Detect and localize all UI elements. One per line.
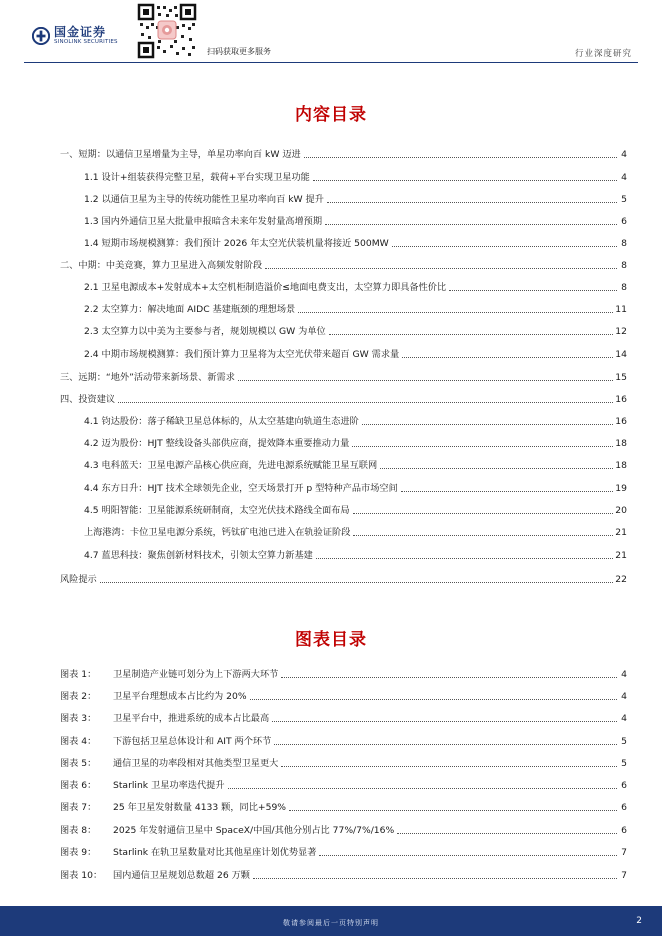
figure-entry[interactable] — [60, 821, 627, 837]
toc-entry[interactable] — [84, 234, 627, 250]
toc-entry-label: 4.2 迈为股份：HJT 整线设备头部供应商，提效降本重要推动力量 — [84, 438, 350, 449]
figure-entry[interactable] — [60, 798, 627, 814]
dot-leader — [238, 380, 613, 381]
dot-leader — [228, 788, 617, 789]
header-divider — [24, 62, 638, 63]
toc-entry-page: 16 — [615, 394, 627, 405]
toc-entry-label: 2.2 太空算力：解决地面 AIDC 基建瓶颈的理想场景 — [84, 304, 296, 315]
toc-entry[interactable] — [60, 368, 627, 384]
dot-leader — [281, 677, 617, 678]
toc-entry[interactable] — [60, 390, 627, 406]
figure-entry[interactable] — [60, 665, 627, 681]
figure-label: 卫星制造产业链可划分为上下游两大环节 — [113, 669, 279, 680]
figure-page: 6 — [621, 802, 627, 813]
page-header — [0, 0, 662, 64]
figure-page: 6 — [621, 780, 627, 791]
footer-disclaimer: 敬请参阅最后一页特别声明 — [283, 919, 379, 927]
figure-label: 卫星平台中，推进系统的成本占比最高 — [113, 713, 270, 724]
dot-leader — [380, 468, 613, 469]
dot-leader — [281, 766, 617, 767]
figure-number: 图表 10： — [60, 870, 103, 881]
toc-entry-label: 4.4 东方日升：HJT 技术全球领先企业，空天场景打开 p 型特种产品市场空间 — [84, 483, 398, 494]
toc-entry-label: 1.3 国内外通信卫星大批量申报暗含未来年发射量高增预期 — [84, 216, 323, 227]
toc-entry[interactable] — [84, 300, 627, 316]
toc-entry[interactable] — [84, 168, 627, 184]
dot-leader — [392, 246, 617, 247]
figure-entry[interactable] — [60, 754, 627, 770]
toc-entry-label: 4.5 明阳智能：卫星能源系统研制商，太空光伏技术路线全面布局 — [84, 505, 350, 516]
toc-entry-page: 19 — [615, 483, 627, 494]
figure-label: 下游包括卫星总体设计和 AIT 两个环节 — [113, 736, 272, 747]
toc-entry-page: 21 — [615, 550, 627, 561]
toc-entry-label: 2.1 卫星电源成本+发射成本+太空机柜制造溢价≤地面电费支出，太空算力即具备性价比 — [84, 282, 447, 293]
toc-entry[interactable] — [60, 256, 627, 272]
toc-entry-page: 12 — [615, 326, 627, 337]
figure-page: 5 — [621, 736, 627, 747]
figure-number: 图表 1： — [60, 669, 97, 680]
figure-page: 6 — [621, 825, 627, 836]
figure-label: 国内通信卫星规划总数超 26 万颗 — [113, 870, 250, 881]
toc-entry-label: 2.3 太空算力以中美为主要参与者，规划规模以 GW 为单位 — [84, 326, 326, 337]
figure-label: 2025 年发射通信卫星中 SpaceX/中国/其他分别占比 77%/7%/16% — [113, 825, 395, 836]
figure-entry[interactable] — [60, 687, 627, 703]
toc-entry-label: 1.1 设计+组装获得完整卫星，载荷+平台实现卫星功能 — [84, 172, 310, 183]
figure-label: 25 年卫星发射数量 4133 颗，同比+59% — [113, 802, 287, 813]
dot-leader — [353, 513, 614, 514]
toc-entry-label: 一、短期：以通信卫星增量为主导，单星功率向百 kW 迈进 — [60, 149, 301, 160]
toc-entry-page: 8 — [621, 238, 627, 249]
toc-entry-page: 6 — [621, 216, 627, 227]
dot-leader — [325, 224, 617, 225]
dot-leader — [401, 491, 614, 492]
logo-chinese-name: 国金证券 — [54, 25, 107, 39]
dot-leader — [274, 744, 617, 745]
toc-entry-label: 4.3 电科蓝天：卫星电源产品核心供应商，先进电源系统赋能卫星互联网 — [84, 460, 378, 471]
dot-leader — [362, 424, 614, 425]
toc-entry-page: 14 — [615, 349, 627, 360]
dot-leader — [250, 699, 617, 700]
dot-leader — [272, 721, 617, 722]
figure-number: 图表 3： — [60, 713, 97, 724]
figure-page: 5 — [621, 758, 627, 769]
figure-number: 图表 7： — [60, 802, 97, 813]
toc-entry-page: 21 — [615, 527, 627, 538]
qr-code-icon[interactable] — [136, 2, 198, 60]
toc-entry[interactable] — [60, 570, 627, 586]
dot-leader — [329, 334, 614, 335]
dot-leader — [100, 582, 614, 583]
toc-entry-page: 20 — [615, 505, 627, 516]
toc-entry-label: 四、投资建议 — [60, 394, 116, 405]
toc-entry-page: 15 — [615, 372, 627, 383]
figure-page: 4 — [621, 691, 627, 702]
sinolink-logo-icon — [32, 27, 50, 45]
qr-caption: 扫码获取更多服务 — [207, 47, 271, 56]
figure-label: Starlink 在轨卫星数量对比其他星座计划优势显著 — [113, 847, 317, 858]
figure-number: 图表 5： — [60, 758, 97, 769]
dot-leader — [352, 446, 613, 447]
toc-entry-label: 4.1 钧达股份：落子稀缺卫星总体标的，从太空基建向轨道生态进阶 — [84, 416, 359, 427]
dot-leader — [304, 157, 617, 158]
figure-number: 图表 9： — [60, 847, 97, 858]
figure-page: 7 — [621, 870, 627, 881]
figure-label: Starlink 卫星功率迭代提升 — [113, 780, 225, 791]
figure-number: 图表 8： — [60, 825, 97, 836]
toc-entry-label: 上海港湾：卡位卫星电源分系统，钙钛矿电池已进入在轨验证阶段 — [84, 527, 351, 538]
toc-entry[interactable] — [84, 278, 627, 294]
toc-entry[interactable] — [84, 322, 627, 338]
figure-entry[interactable] — [60, 776, 627, 792]
dot-leader — [402, 357, 613, 358]
dot-leader — [327, 202, 617, 203]
toc-entry[interactable] — [84, 546, 627, 562]
logo-english-name: SINOLINK SECURITIES — [54, 39, 118, 45]
dot-leader — [289, 810, 617, 811]
dot-leader — [298, 312, 613, 313]
toc-entry[interactable] — [84, 434, 627, 450]
figure-page: 4 — [621, 713, 627, 724]
figure-entry[interactable] — [60, 843, 627, 859]
toc-entry[interactable] — [84, 412, 627, 428]
toc-entry-label: 2.4 中期市场规模测算：我们预计算力卫星将为太空光伏带来超百 GW 需求量 — [84, 349, 400, 360]
toc-entry[interactable] — [84, 479, 627, 495]
figures-title: 图表目录 — [295, 630, 367, 650]
dot-leader — [265, 268, 617, 269]
toc-entry[interactable] — [84, 523, 627, 539]
toc-entry[interactable] — [84, 212, 627, 228]
figure-label: 通信卫星的功率段相对其他类型卫星更大 — [113, 758, 279, 769]
toc-entry-page: 8 — [621, 260, 627, 271]
toc-entry-page: 5 — [621, 194, 627, 205]
figure-page: 4 — [621, 669, 627, 680]
toc-entry-label: 4.7 蓝思科技：聚焦创新材料技术，引领太空算力新基建 — [84, 550, 313, 561]
dot-leader — [449, 290, 617, 291]
toc-entry-label: 1.2 以通信卫星为主导的传统功能性卫星功率向百 kW 提升 — [84, 194, 324, 205]
report-type-label: 行业深度研究 — [574, 49, 632, 59]
figure-entry[interactable] — [60, 732, 627, 748]
toc-entry-page: 11 — [615, 304, 627, 315]
toc-entry-page: 16 — [615, 416, 627, 427]
figure-number: 图表 4： — [60, 736, 97, 747]
dot-leader — [316, 558, 613, 559]
toc-entry-label: 1.4 短期市场规模测算：我们预计 2026 年太空光伏装机量将接近 500MW — [84, 238, 389, 249]
figure-number: 图表 2： — [60, 691, 97, 702]
dot-leader — [253, 878, 617, 879]
toc-entry-page: 22 — [615, 574, 627, 585]
toc-entry-page: 8 — [621, 282, 627, 293]
toc-entry-page: 18 — [615, 438, 627, 449]
toc-entry[interactable] — [84, 501, 627, 517]
page-number: 2 — [636, 916, 642, 926]
dot-leader — [353, 535, 613, 536]
toc-entry-page: 4 — [621, 149, 627, 160]
toc-title: 内容目录 — [295, 105, 367, 125]
dot-leader — [397, 833, 617, 834]
toc-entry-page: 4 — [621, 172, 627, 183]
page-footer — [0, 906, 662, 936]
figure-label: 卫星平台理想成本占比约为 20% — [113, 691, 247, 702]
toc-entry-label: 三、远期：“地外”活动带来新场景、新需求 — [60, 372, 235, 383]
toc-entry-label: 二、中期：中美竞赛，算力卫星进入高频发射阶段 — [60, 260, 263, 271]
toc-entry[interactable] — [84, 456, 627, 472]
figure-page: 7 — [621, 847, 627, 858]
figure-entry[interactable] — [60, 866, 627, 882]
figure-number: 图表 6： — [60, 780, 97, 791]
toc-entry[interactable] — [60, 145, 627, 161]
toc-entry[interactable] — [84, 190, 627, 206]
toc-entry-page: 18 — [615, 460, 627, 471]
dot-leader — [313, 180, 617, 181]
dot-leader — [319, 855, 617, 856]
toc-entry-label: 风险提示 — [60, 574, 97, 585]
figure-entry[interactable] — [60, 709, 627, 725]
dot-leader — [118, 402, 613, 403]
toc-entry[interactable] — [84, 345, 627, 361]
company-logo — [32, 26, 118, 46]
